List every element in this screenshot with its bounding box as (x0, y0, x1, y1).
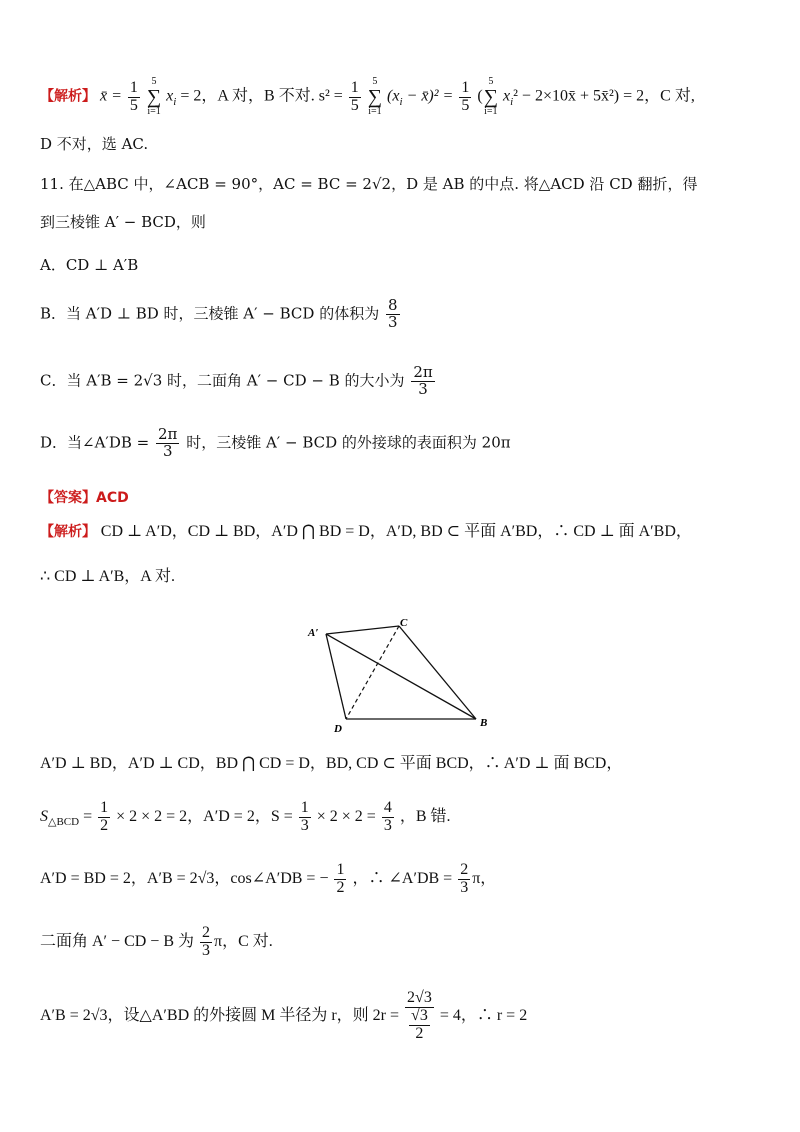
option-c: C．当 A′B = 2√3 时，二面角 A′ − CD − B 的大小为 $\frac{2\pi}{3}$ (40, 363, 433, 398)
fraction-4-3: $\frac{4}{3}$ (383, 799, 392, 834)
label-d: D (334, 723, 342, 735)
edge-c-b (399, 626, 476, 719)
edge-a-b (326, 634, 476, 719)
sum-symbol: 5 ∑ i=1 (146, 76, 162, 117)
fraction-2-3b: $\frac{2}{3}$ (202, 924, 211, 959)
fraction-1-2: $\frac{1}{2}$ (100, 799, 109, 834)
fraction-1-5b: $\frac{1}{5}$ (350, 78, 359, 114)
option-a: A．CD ⊥ A′B (40, 256, 139, 274)
edge-c-d-dashed (346, 626, 399, 719)
edge-a-c (326, 626, 399, 634)
tetrahedron-figure (300, 612, 500, 737)
solution2-line-4: $S_{\triangle BCD}$ = $\frac{1}{2}$ × 2 × 2 = 2，A′D = 2，S = $\frac{1}{3}$ × 2 × 2 = $\frac{4}{3}$ ，B 错. (40, 799, 451, 834)
sum-symbol-3: 5 ∑ i=1 (483, 76, 498, 117)
analysis-tag-2: 【解析】 (40, 524, 96, 540)
fraction-neg-1-2: $\frac{1}{2}$ (336, 861, 345, 896)
solution2-line-7: A′B = 2√3，设△A′BD 的外接圆 M 半径为 r，则 2r = $\frac{2√3}{\frac{√3}{2}}$ = 4，∴ r = 2 (40, 989, 528, 1042)
fraction-2-3: $\frac{2}{3}$ (460, 861, 469, 896)
solution2-line-6: 二面角 A′ − CD − B 为 $\frac{2}{3}$ π，C 对. (40, 924, 273, 959)
option-d: D．当∠A′DB = $\frac{2\pi}{3}$ 时，三棱锥 A′ − BCD 的外接球的表面积为 20π (40, 425, 511, 460)
sum-symbol-2: 5 ∑ i=1 (367, 76, 383, 117)
answer-value: ACD (96, 490, 129, 506)
x-term: x (166, 87, 174, 105)
analysis-tag: 【解析】 (40, 88, 96, 105)
variance-text: = 2，A 对，B 不对. s² = (180, 87, 343, 105)
fraction-8-3: $\frac{8}{3}$ (387, 296, 398, 331)
fraction-2pi-3b: $\frac{2\pi}{3}$ (158, 425, 178, 460)
answer-tag: 【答案】 (40, 490, 96, 506)
label-c: C (400, 617, 408, 629)
fraction-2pi-3: $\frac{2\pi}{3}$ (413, 363, 433, 398)
fraction-1-3: $\frac{1}{3}$ (300, 799, 309, 834)
label-b: B (480, 717, 488, 729)
solution-line-1: 【解析】 x̄ = $\frac{1}{5}$ 5 ∑ i=1 $x_i = 2$，A 对，B 不对. s² = $\frac{1}{5}$ 5 ∑ i=1 ($x_i$ − x̄)² = $\frac{1}{5}$ (5 ∑ i=1 $x_i^2$ − 2×10x̄ + 5x̄²) = 2，C 对, (40, 76, 695, 117)
fraction-1-5: $\frac{1}{5}$ (129, 78, 138, 114)
problem-line-1: 11. 在△ABC 中，∠ACB = 90°，AC = BC = 2√2，D 是 AB 的中点. 将△ACD 沿 CD 翻折，得 (40, 175, 698, 193)
fraction-1-5c: $\frac{1}{5}$ (461, 78, 470, 114)
answer-line (40, 488, 129, 507)
solution2-line-1: 【解析】 CD ⊥ A′D，CD ⊥ BD，A′D ⋂ BD = D，A′D, BD ⊂ 平面 A′BD，∴ CD ⊥ 面 A′BD， (40, 523, 692, 540)
solution2-line-5: A′D = BD = 2，A′B = 2√3，cos∠A′DB = − $\frac{1}{2}$ ，∴ ∠A′DB = $\frac{2}{3}$ π， (40, 861, 497, 896)
solution-line-2: D 不对，选 AC. (40, 135, 149, 153)
option-b: B．当 A′D ⊥ BD 时，三棱锥 A′ − BCD 的体积为 $\frac{8}{3}$ (40, 296, 398, 331)
mean-lhs: x̄ = (100, 87, 122, 105)
edge-a-d (326, 634, 346, 719)
label-a-prime: A′ (308, 627, 319, 639)
problem-line-2: 到三棱锥 A′ − BCD，则 (40, 213, 206, 231)
solution2-line-3: A′D ⊥ BD，A′D ⊥ CD，BD ⋂ CD = D，BD, CD ⊂ 平面 BCD，∴ A′D ⊥ 面 BCD， (40, 755, 623, 772)
solution2-line-2: ∴ CD ⊥ A′B，A 对. (40, 568, 175, 585)
fraction-circumradius: $\frac{2√3}{\frac{√3}{2}}$ (407, 989, 432, 1042)
